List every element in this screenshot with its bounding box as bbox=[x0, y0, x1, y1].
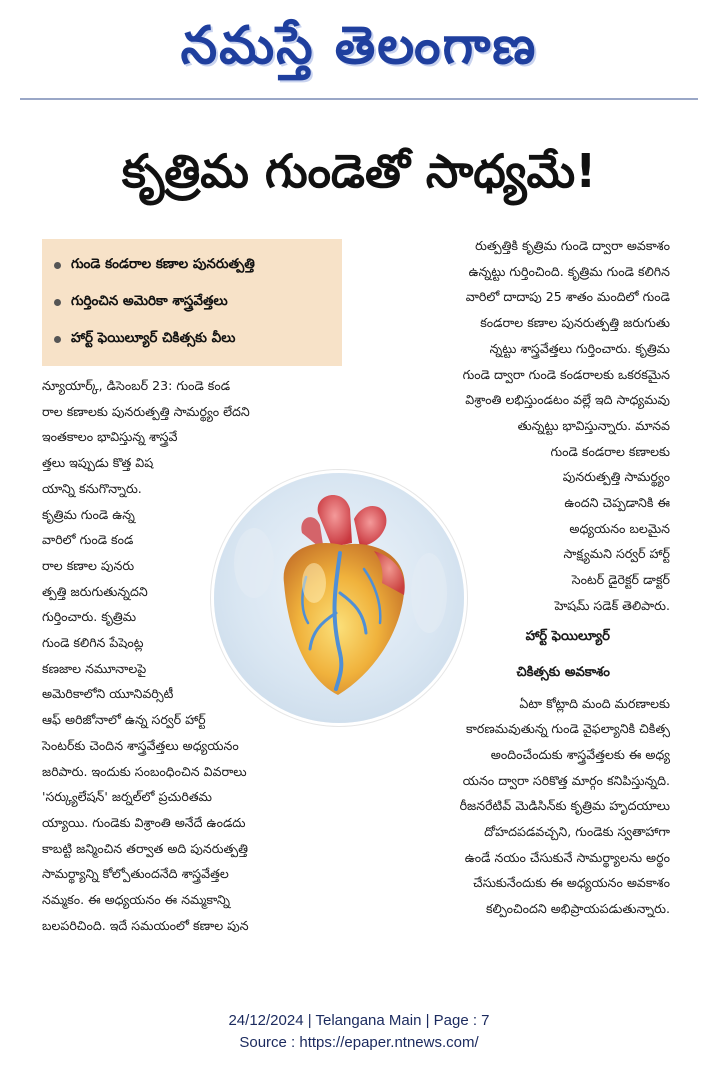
newspaper-logo: నమస్తే తెలంగాణ bbox=[180, 15, 538, 76]
body-line: తున్నట్టు భావిస్తున్నారు. మానవ bbox=[517, 417, 670, 433]
body-line: సామర్థ్యాన్ని కోల్పోతుందనేది శాస్త్రవేత్తల bbox=[42, 866, 229, 882]
body-line: 'సర్క్యులేషన్' జర్నల్‌లో ప్రచురితమ bbox=[42, 789, 212, 805]
body-line: కారణమవుతున్న గుండె వైఫల్యానికి చికిత్స bbox=[466, 721, 670, 737]
body-line: గుర్తించారు. కృత్రిమ bbox=[42, 609, 137, 625]
highlights-box bbox=[42, 239, 342, 366]
subheading-line: హార్ట్ ఫెయిల్యూర్ bbox=[525, 628, 610, 644]
footer-edition-line: 24/12/2024 | Telangana Main | Page : 7 bbox=[228, 1012, 490, 1029]
body-line: సెంటర్ డైరెక్టర్ డాక్టర్ bbox=[571, 572, 670, 588]
body-line: చేసుకునేందుకు ఈ అధ్యయనం అవకాశం bbox=[473, 875, 670, 891]
body-line: దోహదపడవచ్చని, గుండెకు స్వతాహాగా bbox=[484, 824, 670, 840]
body-line: న్యూయార్క్, డిసెంబర్ 23: గుండె కండ bbox=[42, 378, 231, 393]
body-line: త్పత్తి జరుగుతున్నదని bbox=[42, 583, 148, 599]
body-line: కల్పించిందని అభిప్రాయపడుతున్నారు. bbox=[485, 901, 670, 917]
body-line: జరిపారు. ఇందుకు సంబంధించిన వివరాలు bbox=[42, 763, 247, 779]
heart-illustration-icon bbox=[214, 473, 464, 723]
body-line: ఇంతకాలం భావిస్తున్న శాస్త్రవే bbox=[42, 429, 178, 445]
footer-source-line: Source : https://epaper.ntnews.com/ bbox=[239, 1034, 479, 1051]
subheading-line: చికిత్సకు అవకాశం bbox=[516, 664, 610, 680]
body-line: సెంటర్‌కు చెందిన శాస్త్రవేత్తలు అధ్యయనం bbox=[42, 737, 239, 753]
body-line: త్తలు ఇప్పుడు కొత్త విష bbox=[42, 455, 154, 471]
body-line: ఉన్నట్టు గుర్తించింది. కృత్రిమ గుండె కలిగిన bbox=[468, 263, 670, 279]
body-line: రుత్పత్తికి కృత్రిమ గుండె ద్వారా అవకాశం bbox=[475, 238, 670, 253]
page-footer bbox=[0, 1010, 718, 1054]
body-line: ఆఫ్ అరిజోనాలో ఉన్న సర్వర్ హార్ట్ bbox=[42, 712, 206, 728]
bullet-icon bbox=[54, 262, 61, 269]
body-line: ఉందని చెప్పడానికి ఈ bbox=[564, 495, 670, 511]
body-line: సాక్ష్యమని సర్వర్ హార్ట్ bbox=[563, 546, 670, 562]
highlight-text: గుండె కండరాల కణాల పునరుత్పత్తి bbox=[71, 256, 255, 272]
body-line: యాన్ని కనుగొన్నారు. bbox=[42, 480, 142, 496]
highlight-item bbox=[54, 247, 332, 284]
body-line: ఉండే నయం చేసుకునే సామర్థ్యాలను అర్థం bbox=[464, 849, 670, 865]
body-line: బలపరిచింది. ఇదే సమయంలో కణాల పున bbox=[42, 917, 249, 933]
body-line: గుండె కండరాల కణాలకు bbox=[550, 443, 670, 459]
body-line: పునరుత్పత్తి సామర్థ్యం bbox=[562, 469, 670, 485]
body-line: ఏటా కోట్లాది మంది మరణాలకు bbox=[519, 695, 670, 711]
highlight-item bbox=[54, 284, 332, 321]
heart-image bbox=[214, 473, 464, 723]
body-line: న్నట్టు శాస్త్రవేత్తలు గుర్తించారు. కృత్రిమ bbox=[489, 340, 670, 356]
body-line: కండరాల కణాల పునరుత్పత్తి జరుగుతు bbox=[480, 315, 670, 331]
body-line: అందించేందుకు శాస్త్రవేత్తలకు ఈ అధ్య bbox=[490, 746, 670, 762]
body-line: విశ్రాంతి లభిస్తుండటం వల్లే ఇది సాధ్యమవు bbox=[465, 392, 670, 408]
masthead bbox=[0, 0, 718, 104]
body-line: కాబట్టి జన్మించిన తర్వాత అది పునరుత్పత్తి bbox=[42, 840, 249, 856]
body-line: నమ్మకం. ఈ అధ్యయనం ఈ నమ్మకాన్ని bbox=[42, 892, 230, 908]
body-line: రీజనరేటివ్ మెడిసిన్‌కు కృత్రిమ హృదయాలు bbox=[459, 798, 670, 814]
body-line: యనం ద్వారా సరికొత్త మార్గం కనిపిస్తున్నది. bbox=[462, 772, 670, 788]
bullet-icon bbox=[54, 299, 61, 306]
highlight-item bbox=[54, 321, 332, 358]
body-line: హెషమ్ సడెక్ తెలిపారు. bbox=[554, 597, 670, 613]
body-line: రాల కణాలకు పునరుత్పత్తి సామర్థ్యం లేదని bbox=[42, 403, 250, 419]
highlight-text: గుర్తించిన అమెరికా శాస్త్రవేత్తలు bbox=[71, 293, 228, 309]
body-line: య్యాయి. గుండెకు విశ్రాంతి అనేదే ఉండదు bbox=[42, 814, 246, 830]
highlight-text: హార్ట్ ఫెయిల్యూర్ చికిత్సకు వీలు bbox=[71, 330, 236, 346]
body-line: గుండె కలిగిన పేషెంట్ల bbox=[42, 635, 144, 651]
body-line: వారిలో దాదాపు 25 శాతం మందిలో గుండె bbox=[465, 289, 670, 305]
body-line: అధ్యయనం బలమైన bbox=[569, 520, 670, 536]
body-line: కణజాల నమూనాలపై bbox=[42, 660, 147, 676]
article-headline: కృత్రిమ గుండెతో సాధ్యమే! bbox=[121, 144, 597, 198]
body-line: రాల కణాల పునరు bbox=[42, 557, 135, 573]
body-line: అమెరికాలోని యూనివర్సిటీ bbox=[42, 686, 174, 702]
bullet-icon bbox=[54, 336, 61, 343]
body-line: గుండె ద్వారా గుండె కండరాలకు ఒకరకమైన bbox=[462, 366, 670, 382]
body-line: వారిలో గుండె కండ bbox=[42, 532, 134, 548]
body-line: కృత్రిమ గుండె ఉన్న bbox=[42, 506, 135, 522]
masthead-divider bbox=[20, 98, 698, 100]
